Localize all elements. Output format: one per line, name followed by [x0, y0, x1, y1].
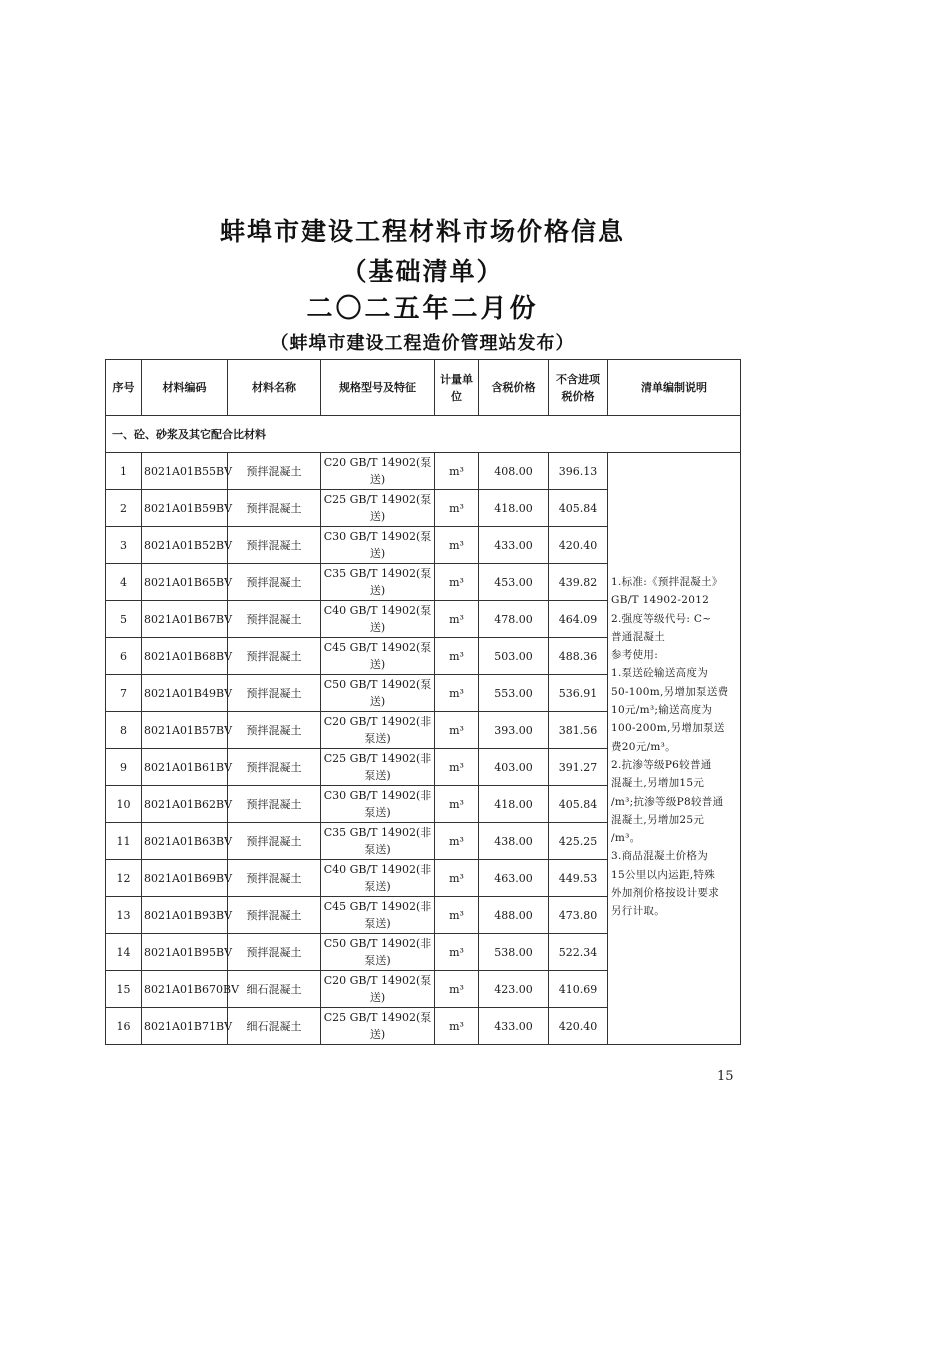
note-line: 混凝土,另增加15元	[611, 777, 705, 790]
material-name: 细石混凝土	[228, 1008, 321, 1045]
note-line: 普通混凝土	[611, 630, 665, 643]
material-code: 8021A01B95BV	[142, 934, 228, 971]
row-number: 5	[106, 601, 142, 638]
price-table	[105, 359, 741, 1045]
price-tax-cell: 423.00	[479, 971, 549, 1008]
row-number: 4	[106, 564, 142, 601]
price-notax-cell: 405.84	[549, 786, 608, 823]
spec-cell: C40 GB/T 14902(非泵送)	[321, 860, 435, 897]
material-code: 8021A01B69BV	[142, 860, 228, 897]
unit-cell: m³	[435, 786, 479, 823]
table-row	[106, 453, 741, 490]
notes-cell	[608, 453, 741, 1045]
row-number: 8	[106, 712, 142, 749]
page-title: 蚌埠市建设工程材料市场价格信息	[219, 217, 625, 246]
spec-cell: C20 GB/T 14902(泵送)	[321, 453, 435, 490]
material-code: 8021A01B57BV	[142, 712, 228, 749]
material-code: 8021A01B59BV	[142, 490, 228, 527]
price-notax-cell: 488.36	[549, 638, 608, 675]
note-line: 另行计取。	[611, 905, 665, 918]
note-line: 外加剂价格按设计要求	[611, 887, 719, 900]
unit-cell: m³	[435, 490, 479, 527]
row-number: 3	[106, 527, 142, 564]
price-tax-cell: 488.00	[479, 897, 549, 934]
price-notax-cell: 464.09	[549, 601, 608, 638]
spec-cell: C25 GB/T 14902(泵送)	[321, 490, 435, 527]
spec-cell: C30 GB/T 14902(非泵送)	[321, 786, 435, 823]
unit-cell: m³	[435, 564, 479, 601]
material-name: 预拌混凝土	[228, 638, 321, 675]
note-line: 参考使用:	[611, 649, 659, 662]
col-header: 材料编码	[142, 360, 228, 416]
unit-cell: m³	[435, 601, 479, 638]
price-notax-cell: 410.69	[549, 971, 608, 1008]
note-line: /m³。	[611, 832, 641, 845]
material-name: 预拌混凝土	[228, 675, 321, 712]
unit-cell: m³	[435, 675, 479, 712]
spec-cell: C45 GB/T 14902(非泵送)	[321, 897, 435, 934]
col-header: 不含进项税价格	[549, 360, 608, 416]
row-number: 13	[106, 897, 142, 934]
material-name: 预拌混凝土	[228, 564, 321, 601]
spec-cell: C35 GB/T 14902(泵送)	[321, 564, 435, 601]
material-name: 预拌混凝土	[228, 934, 321, 971]
note-line: /m³;抗渗等级P8较普通	[611, 795, 724, 808]
note-line: 混凝土,另增加25元	[611, 813, 705, 826]
unit-cell: m³	[435, 527, 479, 564]
spec-cell: C30 GB/T 14902(泵送)	[321, 527, 435, 564]
spec-cell: C20 GB/T 14902(非泵送)	[321, 712, 435, 749]
col-header: 清单编制说明	[608, 360, 741, 416]
price-tax-cell: 463.00	[479, 860, 549, 897]
material-code: 8021A01B61BV	[142, 749, 228, 786]
material-code: 8021A01B52BV	[142, 527, 228, 564]
spec-cell: C40 GB/T 14902(泵送)	[321, 601, 435, 638]
row-number: 16	[106, 1008, 142, 1045]
price-tax-cell: 403.00	[479, 749, 549, 786]
spec-cell: C50 GB/T 14902(泵送)	[321, 675, 435, 712]
col-header: 含税价格	[479, 360, 549, 416]
price-notax-cell: 405.84	[549, 490, 608, 527]
price-notax-cell: 420.40	[549, 1008, 608, 1045]
price-notax-cell: 381.56	[549, 712, 608, 749]
material-code: 8021A01B62BV	[142, 786, 228, 823]
price-tax-cell: 478.00	[479, 601, 549, 638]
col-header: 计量单位	[435, 360, 479, 416]
row-number: 2	[106, 490, 142, 527]
note-line: 1.泵送砼输送高度为	[611, 667, 709, 680]
row-number: 11	[106, 823, 142, 860]
material-name: 预拌混凝土	[228, 823, 321, 860]
unit-cell: m³	[435, 823, 479, 860]
spec-cell: C45 GB/T 14902(泵送)	[321, 638, 435, 675]
material-code: 8021A01B67BV	[142, 601, 228, 638]
price-notax-cell: 473.80	[549, 897, 608, 934]
price-notax-cell: 425.25	[549, 823, 608, 860]
material-name: 预拌混凝土	[228, 453, 321, 490]
material-name: 细石混凝土	[228, 971, 321, 1008]
row-number: 6	[106, 638, 142, 675]
unit-cell: m³	[435, 860, 479, 897]
material-name: 预拌混凝土	[228, 897, 321, 934]
material-code: 8021A01B670BV	[142, 971, 228, 1008]
row-number: 12	[106, 860, 142, 897]
note-line: 50-100m,另增加泵送费	[611, 685, 729, 698]
note-line: 1.标准:《预拌混凝土》	[611, 576, 723, 588]
page-number: 15	[717, 1069, 734, 1084]
col-header: 规格型号及特征	[321, 360, 435, 416]
material-name: 预拌混凝土	[228, 786, 321, 823]
price-tax-cell: 453.00	[479, 564, 549, 601]
material-name: 预拌混凝土	[228, 860, 321, 897]
price-tax-cell: 553.00	[479, 675, 549, 712]
price-tax-cell: 433.00	[479, 527, 549, 564]
row-number: 1	[106, 453, 142, 490]
price-tax-cell: 538.00	[479, 934, 549, 971]
table-header-row	[106, 360, 741, 416]
spec-cell: C25 GB/T 14902(非泵送)	[321, 749, 435, 786]
price-notax-cell: 396.13	[549, 453, 608, 490]
col-header: 材料名称	[228, 360, 321, 416]
material-code: 8021A01B63BV	[142, 823, 228, 860]
unit-cell: m³	[435, 638, 479, 675]
spec-cell: C25 GB/T 14902(泵送)	[321, 1008, 435, 1045]
material-name: 预拌混凝土	[228, 601, 321, 638]
row-number: 15	[106, 971, 142, 1008]
unit-cell: m³	[435, 897, 479, 934]
row-number: 7	[106, 675, 142, 712]
material-name: 预拌混凝土	[228, 490, 321, 527]
note-line: 2.抗渗等级P6较普通	[611, 758, 712, 771]
note-line: 10元/m³;输送高度为	[611, 704, 713, 717]
unit-cell: m³	[435, 712, 479, 749]
material-code: 8021A01B65BV	[142, 564, 228, 601]
price-notax-cell: 536.91	[549, 675, 608, 712]
material-name: 预拌混凝土	[228, 527, 321, 564]
unit-cell: m³	[435, 749, 479, 786]
price-notax-cell: 439.82	[549, 564, 608, 601]
note-line: 15公里以内运距,特殊	[611, 868, 715, 881]
price-tax-cell: 418.00	[479, 786, 549, 823]
material-code: 8021A01B93BV	[142, 897, 228, 934]
category-label: 一、砼、砂浆及其它配合比材料	[106, 416, 741, 453]
material-name: 预拌混凝土	[228, 749, 321, 786]
material-code: 8021A01B68BV	[142, 638, 228, 675]
price-notax-cell: 420.40	[549, 527, 608, 564]
price-notax-cell: 449.53	[549, 860, 608, 897]
price-tax-cell: 433.00	[479, 1008, 549, 1045]
price-tax-cell: 418.00	[479, 490, 549, 527]
row-number: 10	[106, 786, 142, 823]
category-row	[106, 416, 741, 453]
spec-cell: C35 GB/T 14902(非泵送)	[321, 823, 435, 860]
row-number: 14	[106, 934, 142, 971]
unit-cell: m³	[435, 971, 479, 1008]
col-header: 序号	[106, 360, 142, 416]
price-tax-cell: 438.00	[479, 823, 549, 860]
note-line: 费20元/m³。	[611, 740, 676, 753]
material-name: 预拌混凝土	[228, 712, 321, 749]
row-number: 9	[106, 749, 142, 786]
price-tax-cell: 408.00	[479, 453, 549, 490]
note-line: 100-200m,另增加泵送	[611, 722, 725, 735]
spec-cell: C50 GB/T 14902(非泵送)	[321, 934, 435, 971]
note-line: 2.强度等级代号: C~	[611, 612, 712, 625]
period-heading: 二〇二五年二月份	[306, 294, 539, 324]
publisher-heading: （蚌埠市建设工程造价管理站发布）	[270, 333, 575, 354]
price-tax-cell: 393.00	[479, 712, 549, 749]
note-line: GB/T 14902-2012	[611, 594, 710, 607]
page-subtitle: （基础清单）	[341, 257, 504, 286]
material-code: 8021A01B49BV	[142, 675, 228, 712]
unit-cell: m³	[435, 1008, 479, 1045]
price-tax-cell: 503.00	[479, 638, 549, 675]
note-line: 3.商品混凝土价格为	[611, 850, 709, 863]
price-notax-cell: 391.27	[549, 749, 608, 786]
material-code: 8021A01B55BV	[142, 453, 228, 490]
unit-cell: m³	[435, 934, 479, 971]
price-notax-cell: 522.34	[549, 934, 608, 971]
spec-cell: C20 GB/T 14902(泵送)	[321, 971, 435, 1008]
unit-cell: m³	[435, 453, 479, 490]
material-code: 8021A01B71BV	[142, 1008, 228, 1045]
